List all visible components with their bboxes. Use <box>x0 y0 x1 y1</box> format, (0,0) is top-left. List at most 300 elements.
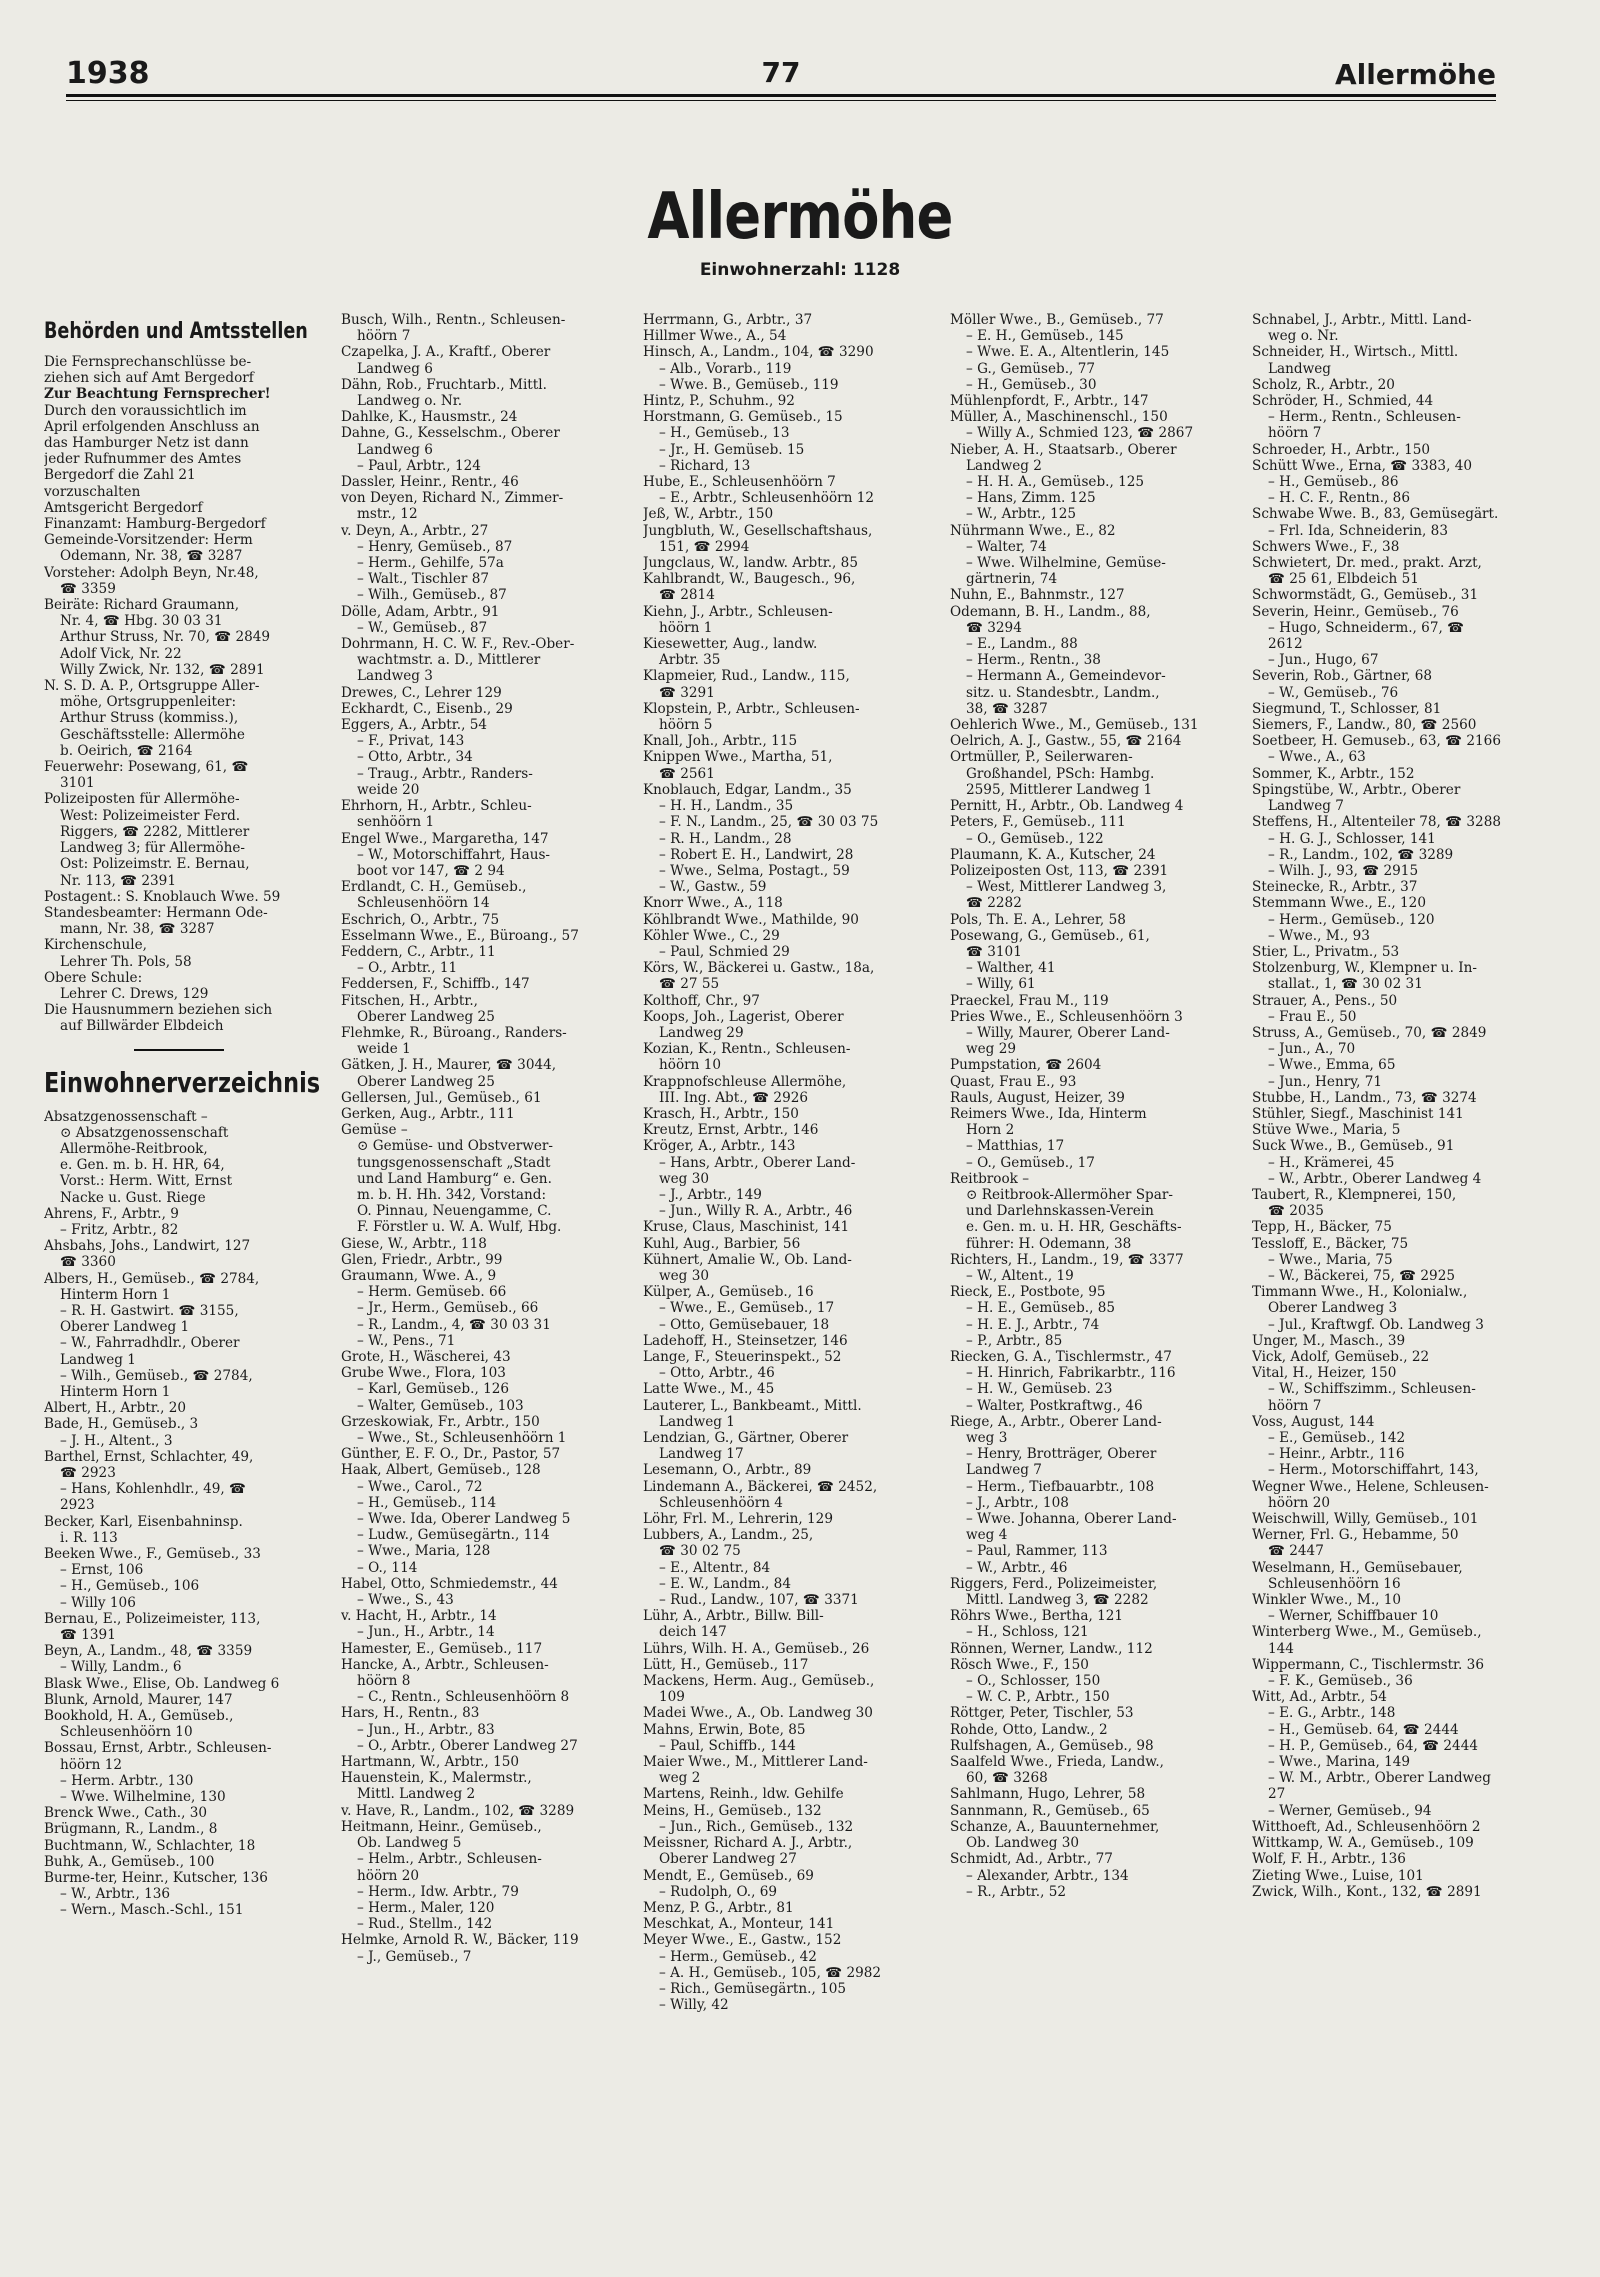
directory-entry: Wippermann, C., Tischlermstr. 36 <box>1252 1656 1484 1673</box>
entry-continuation: – Wwe., S., 43 <box>357 1592 454 1609</box>
entry-continuation: III. Ing. Abt., ☎ 2926 <box>659 1089 809 1106</box>
directory-entry: Rieck, E., Postbote, 95 <box>950 1284 1106 1301</box>
directory-entry: Polizeiposten Ost, 113, ☎ 2391 <box>950 862 1169 879</box>
entry-continuation: – Paul, Rammer, 113 <box>966 1543 1108 1560</box>
directory-entry: Löhr, Frl. M., Lehrerin, 129 <box>643 1511 833 1528</box>
entry-continuation: – W., Bäckerei, 75, ☎ 2925 <box>1268 1267 1455 1284</box>
entry-continuation: – Wwe., Selma, Postagt., 59 <box>659 862 850 879</box>
entry-continuation: – H. C. F., Rentn., 86 <box>1268 490 1410 507</box>
directory-entry: Köhlbrandt Wwe., Mathilde, 90 <box>643 911 859 928</box>
entry-continuation: und Darlehnskassen-Verein <box>966 1203 1154 1220</box>
directory-entry: Schneider, H., Wirtsch., Mittl. <box>1252 344 1459 361</box>
directory-entry: Jungbluth, W., Gesellschaftshaus, <box>643 522 873 539</box>
directory-entry: Lührs, Wilh. H. A., Gemüseb., 26 <box>643 1640 870 1657</box>
directory-entry: Witt, Ad., Arbtr., 54 <box>1252 1689 1387 1706</box>
entry-continuation: wachtmstr. a. D., Mittlerer <box>357 652 541 669</box>
entry-continuation: – Rud., Landw., 107, ☎ 3371 <box>659 1592 859 1609</box>
entry-continuation: – Ludw., Gemüsegärtn., 114 <box>357 1527 550 1544</box>
entry-continuation: – West, Mittlerer Landweg 3, <box>966 879 1167 896</box>
directory-entry: Timmann Wwe., H., Kolonialw., <box>1252 1284 1468 1301</box>
directory-entry: Kozian, K., Rentn., Schleusen- <box>643 1041 851 1058</box>
entry-continuation: ☎ 30 02 75 <box>659 1543 741 1560</box>
entry-continuation: – P., Arbtr., 85 <box>966 1332 1063 1349</box>
directory-entry: Siegmund, T., Schlosser, 81 <box>1252 700 1442 717</box>
directory-entry: Röttger, Peter, Tischler, 53 <box>950 1705 1134 1722</box>
entry-continuation: Schleusenhöörn 14 <box>357 895 490 912</box>
entry-continuation: – Wwe., Marina, 149 <box>1268 1754 1411 1771</box>
entry-continuation: – Karl, Gemüseb., 126 <box>357 1381 510 1398</box>
entry-continuation: e. Gen. m. b. H. HR, 64, <box>60 1157 225 1174</box>
directory-entry: Gellersen, Jul., Gemüseb., 61 <box>341 1089 542 1106</box>
entry-continuation: – O., Gemüseb., 122 <box>966 830 1104 847</box>
entry-continuation: ☎ 2282 <box>966 895 1022 912</box>
directory-entry: Meins, H., Gemüseb., 132 <box>643 1802 822 1819</box>
entry-continuation: – H., Schloss, 121 <box>966 1624 1089 1641</box>
entry-continuation: – Jun., A., 70 <box>1268 1041 1356 1058</box>
entry-continuation: ☎ 2035 <box>1268 1203 1324 1220</box>
directory-entry: Körs, W., Bäckerei u. Gastw., 18a, <box>643 960 875 977</box>
directory-entry: Plaumann, K. A., Kutscher, 24 <box>950 846 1156 863</box>
section-heading: Behörden und Amtsstellen <box>44 319 308 344</box>
directory-entry: Die Fernsprechanschlüsse be- <box>44 354 252 370</box>
entry-continuation: weg 30 <box>659 1170 710 1187</box>
entry-continuation: – Hans, Zimm. 125 <box>966 490 1096 507</box>
directory-entry: Fitschen, H., Arbtr., <box>341 992 478 1009</box>
entry-continuation: ☎ 25 61, Elbdeich 51 <box>1268 571 1419 588</box>
directory-entry: Zwick, Wilh., Kont., 132, ☎ 2891 <box>1252 1883 1482 1900</box>
entry-continuation: O. Pinnau, Neuengamme, C. <box>357 1203 552 1220</box>
entry-continuation: – Frau E., 50 <box>1268 1008 1357 1025</box>
entry-continuation: F. Förstler u. W. A. Wulf, Hbg. <box>357 1219 562 1236</box>
directory-entry: Buhk, A., Gemüseb., 100 <box>44 1853 215 1870</box>
entry-continuation: Landweg 6 <box>357 441 433 458</box>
directory-entry: Jungclaus, W., landw. Arbtr., 85 <box>643 555 858 572</box>
entry-continuation: 2612 <box>1268 636 1303 653</box>
directory-entry: Menz, P. G., Arbtr., 81 <box>643 1899 794 1916</box>
entry-continuation: – Werner, Gemüseb., 94 <box>1268 1802 1432 1819</box>
directory-entry: Peters, F., Gemüseb., 111 <box>950 814 1126 831</box>
entry-continuation: – H. W., Gemüseb. 23 <box>966 1381 1113 1398</box>
entry-continuation: – R. H. Gastwirt. ☎ 3155, <box>60 1302 239 1319</box>
directory-entry: Meschkat, A., Monteur, 141 <box>643 1916 835 1933</box>
directory-entry: Horstmann, G. Gemüseb., 15 <box>643 409 843 426</box>
directory-entry: Hartmann, W., Arbtr., 150 <box>341 1754 520 1771</box>
entry-continuation: Vorst.: Herm. Witt, Ernst <box>60 1173 233 1190</box>
entry-continuation: – Wwe. Wilhelmine, Gemüse- <box>966 555 1166 572</box>
directory-entry: Kahlbrandt, W., Baugesch., 96, <box>643 571 856 588</box>
entry-continuation: – Wwe., M., 93 <box>1268 927 1370 944</box>
directory-entry: Möller Wwe., B., Gemüseb., 77 <box>950 312 1164 328</box>
entry-continuation: Oberer Landweg 3 <box>1268 1300 1398 1317</box>
entry-continuation: – Wwe., Maria, 75 <box>1268 1251 1393 1268</box>
entry-continuation: 144 <box>1268 1640 1294 1657</box>
entry-continuation: Lehrer C. Drews, 129 <box>60 985 209 1002</box>
directory-entry: Odemann, B. H., Landm., 88, <box>950 603 1151 620</box>
entry-continuation: – E. H., Gemüseb., 145 <box>966 328 1124 345</box>
entry-continuation: höörn 8 <box>357 1673 411 1690</box>
entry-continuation: – J., Arbtr., 108 <box>966 1494 1069 1511</box>
entry-continuation: – W., Arbtr., 125 <box>966 506 1077 523</box>
entry-continuation: mstr., 12 <box>357 506 418 523</box>
section-heading: Einwohnerverzeichnis <box>44 1065 321 1099</box>
directory-entry: Hintz, P., Schuhm., 92 <box>643 393 795 410</box>
directory-entry: Severin, Rob., Gärtner, 68 <box>1252 668 1433 685</box>
directory-entry: Brügmann, R., Landm., 8 <box>44 1821 218 1838</box>
directory-entry: Hamester, E., Gemüseb., 117 <box>341 1640 543 1657</box>
directory-entry: Kröger, A., Arbtr., 143 <box>643 1138 796 1155</box>
directory-entry: Praeckel, Frau M., 119 <box>950 992 1109 1009</box>
entry-continuation: Nacke u. Gust. Riege <box>60 1189 206 1206</box>
directory-entry: Zur Beachtung Fernsprecher! <box>44 386 271 403</box>
directory-entry: Hauenstein, K., Malermstr., <box>341 1770 532 1787</box>
directory-entry: Köhler Wwe., C., 29 <box>643 927 780 944</box>
entry-continuation: – Herm., Gemüseb., 42 <box>659 1948 817 1965</box>
directory-entry: Knoblauch, Edgar, Landm., 35 <box>643 781 852 798</box>
entry-continuation: – F. K., Gemüseb., 36 <box>1268 1673 1413 1690</box>
directory-entry: Hinsch, A., Landm., 104, ☎ 3290 <box>643 344 874 361</box>
directory-entry: Kruse, Claus, Maschinist, 141 <box>643 1219 850 1236</box>
entry-continuation: – Jun., H., Arbtr., 83 <box>357 1721 495 1738</box>
directory-entry: Bade, H., Gemüseb., 3 <box>44 1416 199 1433</box>
entry-continuation: West: Polizeimeister Ferd. <box>60 807 241 824</box>
entry-continuation: – J. H., Altent., 3 <box>60 1432 173 1449</box>
entry-continuation: – E., Altentr., 84 <box>659 1559 771 1576</box>
directory-entry: Meissner, Richard A. J., Arbtr., <box>643 1835 853 1852</box>
directory-entry: Feddersen, F., Schiffb., 147 <box>341 976 530 993</box>
entry-continuation: – Jun., Willy R. A., Arbtr., 46 <box>659 1203 853 1220</box>
entry-continuation: Landweg <box>1268 360 1331 377</box>
entry-continuation: boot vor 147, ☎ 2 94 <box>357 862 505 879</box>
directory-entry: Lütt, H., Gemüseb., 117 <box>643 1656 809 1673</box>
directory-entry: Wegner Wwe., Helene, Schleusen- <box>1252 1478 1489 1495</box>
directory-entry: Knorr Wwe., A., 118 <box>643 895 783 912</box>
entry-continuation: – Walter, Postkraftwg., 46 <box>966 1397 1143 1414</box>
entry-continuation: – Herm. Gemüseb. 66 <box>357 1284 507 1301</box>
entry-continuation: weg 4 <box>966 1527 1008 1544</box>
entry-continuation: – Jun., H., Arbtr., 14 <box>357 1624 495 1641</box>
entry-continuation: – O., Gemüseb., 17 <box>966 1154 1095 1171</box>
directory-entry: Esselmann Wwe., E., Büroang., 57 <box>341 927 579 944</box>
entry-continuation: – H. E., Gemüseb., 85 <box>966 1300 1116 1317</box>
entry-continuation: – Wwe., A., 63 <box>1268 749 1366 766</box>
entry-continuation: höörn 20 <box>357 1867 419 1884</box>
directory-entry: Ahrens, F., Arbtr., 9 <box>44 1205 179 1222</box>
entry-continuation: 38, ☎ 3287 <box>966 700 1048 717</box>
entry-continuation: – W. M., Arbtr., Oberer Landweg <box>1268 1770 1491 1787</box>
page-title: Allermöhe <box>647 180 953 254</box>
directory-entry: Oelrich, A. J., Gastw., 55, ☎ 2164 <box>950 733 1182 750</box>
entry-continuation: gärtnerin, 74 <box>966 571 1058 588</box>
entry-continuation: – E. G., Arbtr., 148 <box>1268 1705 1396 1722</box>
directory-entry: Rohde, Otto, Landw., 2 <box>950 1721 1108 1738</box>
directory-entry: Standesbeamter: Hermann Ode- <box>44 904 268 921</box>
entry-continuation: 109 <box>659 1689 685 1706</box>
entry-continuation: Schleusenhöörn 4 <box>659 1494 783 1511</box>
directory-entry: Winterberg Wwe., M., Gemüseb., <box>1252 1624 1482 1641</box>
directory-entry: Vick, Adolf, Gemüseb., 22 <box>1252 1349 1430 1365</box>
entry-continuation: – Wwe., Maria, 128 <box>357 1543 491 1560</box>
directory-entry: Albers, H., Gemüseb., ☎ 2784, <box>44 1270 260 1287</box>
entry-continuation: – Alexander, Arbtr., 134 <box>966 1867 1129 1884</box>
directory-entry: Burme-ter, Heinr., Kutscher, 136 <box>44 1870 268 1887</box>
directory-entry: Ehrhorn, H., Arbtr., Schleu- <box>341 798 532 815</box>
directory-entry: Unger, M., Masch., 39 <box>1252 1332 1406 1349</box>
directory-entry: Schroeder, H., Arbtr., 150 <box>1252 441 1431 458</box>
entry-continuation: m. b. H. Hh. 342, Vorstand: <box>357 1186 547 1203</box>
entry-continuation: – Otto, Arbtr., 46 <box>659 1365 775 1382</box>
directory-entry: Mendt, E., Gemüseb., 69 <box>643 1867 814 1884</box>
entry-continuation: – Wilh., Gemüseb., ☎ 2784, <box>60 1367 253 1384</box>
entry-continuation: Nr. 4, ☎ Hbg. 30 03 31 <box>60 613 223 630</box>
directory-entry: Lindemann A., Bäckerei, ☎ 2452, <box>643 1478 878 1495</box>
entry-continuation: 3101 <box>60 775 95 792</box>
directory-entry: Mackens, Herm. Aug., Gemüseb., <box>643 1673 875 1690</box>
directory-entry: Severin, Heinr., Gemüseb., 76 <box>1252 603 1459 620</box>
entry-continuation: Arbtr. 35 <box>659 652 721 669</box>
entry-continuation: Riggers, ☎ 2282, Mittlerer <box>60 823 250 840</box>
directory-entry: Ortmüller, P., Seilerwaren- <box>950 749 1133 766</box>
directory-entry: Suck Wwe., B., Gemüseb., 91 <box>1252 1138 1455 1155</box>
directory-entry: Absatzgenossenschaft – <box>44 1108 208 1125</box>
directory-entry: v. Have, R., Landm., 102, ☎ 3289 <box>341 1802 575 1819</box>
entry-continuation: – R., Landm., 102, ☎ 3289 <box>1268 846 1454 863</box>
directory-entry: Krasch, H., Arbtr., 150 <box>643 1105 799 1122</box>
entry-continuation: Mittl. Landweg 3, ☎ 2282 <box>966 1592 1149 1609</box>
directory-entry: Madei Wwe., A., Ob. Landweg 30 <box>643 1705 873 1722</box>
directory-entry: das Hamburger Netz ist dann <box>44 435 249 452</box>
entry-continuation: Mittl. Landweg 2 <box>357 1786 476 1803</box>
entry-continuation: – W., Arbtr., 136 <box>60 1886 171 1903</box>
population-count: Einwohnerzahl: 1128 <box>699 260 901 280</box>
entry-continuation: ☎ 2814 <box>659 587 715 604</box>
entry-continuation: Odemann, Nr. 38, ☎ 3287 <box>60 548 243 565</box>
entry-continuation: – Herm., Motorschiffahrt, 143, <box>1268 1462 1479 1479</box>
entry-continuation: ☎ 27 55 <box>659 976 720 993</box>
directory-entry: Czapelka, J. A., Kraftf., Oberer <box>341 344 551 361</box>
directory-entry: Jeß, W., Arbtr., 150 <box>643 506 774 523</box>
entry-continuation: – H., Gemüseb., 106 <box>60 1578 200 1595</box>
directory-entry: Maier Wwe., M., Mittlerer Land- <box>643 1754 868 1771</box>
entry-continuation: Landweg 3 <box>357 668 433 685</box>
entry-continuation: – H., Krämerei, 45 <box>1268 1154 1395 1171</box>
entry-continuation: Adolf Vick, Nr. 22 <box>60 645 182 662</box>
entry-continuation: höörn 5 <box>659 717 713 734</box>
directory-entry: Eschrich, O., Arbtr., 75 <box>341 911 500 928</box>
entry-continuation: – Walter, 74 <box>966 538 1047 555</box>
entry-continuation: – W., Arbtr., 46 <box>966 1559 1068 1576</box>
header-place: Allermöhe <box>1335 58 1496 91</box>
entry-continuation: weg o. Nr. <box>1268 328 1339 345</box>
directory-entry: Dölle, Adam, Arbtr., 91 <box>341 603 500 620</box>
entry-continuation: – Herm., Maler, 120 <box>357 1899 495 1916</box>
directory-entry: Lauterer, L., Bankbeamt., Mittl. <box>643 1397 862 1414</box>
directory-entry: Werner, Frl. G., Hebamme, 50 <box>1252 1527 1459 1544</box>
entry-continuation: 151, ☎ 2994 <box>659 538 750 555</box>
directory-entry: Kiehn, J., Arbtr., Schleusen- <box>643 603 833 620</box>
directory-entry: Lange, F., Steuerinspekt., 52 <box>643 1349 842 1365</box>
directory-entry: Polizeiposten für Allermöhe- <box>44 791 240 808</box>
directory-entry: Eggers, A., Arbtr., 54 <box>341 717 488 734</box>
directory-entry: Wolf, F. H., Arbtr., 136 <box>1252 1851 1406 1868</box>
entry-continuation: Oberer Landweg 25 <box>357 1073 495 1090</box>
directory-entry: Grzeskowiak, Fr., Arbtr., 150 <box>341 1413 540 1430</box>
entry-continuation: – Wwe., Emma, 65 <box>1268 1057 1396 1074</box>
directory-entry: Schütt Wwe., Erna, ☎ 3383, 40 <box>1252 457 1473 474</box>
directory-entry: von Deyen, Richard N., Zimmer- <box>341 490 564 507</box>
header-page-number: 77 <box>761 56 801 89</box>
entry-continuation: ⊙ Gemüse- und Obstverwer- <box>357 1138 554 1155</box>
entry-continuation: höörn 7 <box>357 328 411 345</box>
entry-continuation: – Jul., Kraftwgf. Ob. Landweg 3 <box>1268 1316 1484 1333</box>
entry-continuation: Landweg 3; für Allermöhe- <box>60 840 245 857</box>
entry-continuation: Geschäftsstelle: Allermöhe <box>60 726 245 743</box>
directory-entry: Drewes, C., Lehrer 129 <box>341 684 502 701</box>
entry-continuation: Landweg 6 <box>357 360 433 377</box>
entry-continuation: Ost: Polizeimstr. E. Bernau, <box>60 856 250 873</box>
directory-entry: Rösch Wwe., F., 150 <box>950 1656 1089 1673</box>
entry-continuation: – Jr., H. Gemüseb. 15 <box>659 441 805 458</box>
entry-continuation: ⊙ Absatzgenossenschaft <box>60 1124 229 1141</box>
entry-continuation: – W., Pens., 71 <box>357 1332 456 1349</box>
directory-entry: Rauls, August, Heizer, 39 <box>950 1089 1125 1106</box>
entry-continuation: – Herm. Arbtr., 130 <box>60 1772 194 1789</box>
directory-entry: Martens, Reinh., ldw. Gehilfe <box>643 1786 844 1803</box>
column-2 <box>341 312 623 2260</box>
directory-entry: Vorsteher: Adolph Beyn, Nr.48, <box>44 564 259 581</box>
entry-continuation: ☎ 3294 <box>966 619 1022 636</box>
entry-continuation: – Jr., Herm., Gemüseb., 66 <box>357 1300 539 1317</box>
entry-continuation: – Henry, Gemüseb., 87 <box>357 538 513 555</box>
entry-continuation: – Herm., Gemüseb., 120 <box>1268 911 1435 928</box>
entry-continuation: tungsgenossenschaft „Stadt <box>357 1154 551 1171</box>
entry-continuation: – O., 114 <box>357 1559 418 1576</box>
entry-continuation: Landweg 17 <box>659 1446 744 1463</box>
entry-continuation: Oberer Landweg 27 <box>659 1851 797 1868</box>
entry-continuation: – Jun., Hugo, 67 <box>1268 652 1379 669</box>
entry-continuation: – Richard, 13 <box>659 457 751 474</box>
column-1 <box>44 312 326 2260</box>
entry-continuation: – Walter, Gemüseb., 103 <box>357 1397 524 1414</box>
header-rule-thick <box>66 94 1496 97</box>
directory-entry: Erdlandt, C. H., Gemüseb., <box>341 879 527 896</box>
directory-entry: Winkler Wwe., M., 10 <box>1252 1592 1402 1609</box>
entry-continuation: – W., Schiffszimm., Schleusen- <box>1268 1381 1476 1398</box>
directory-entry: Beiräte: Richard Graumann, <box>44 597 240 614</box>
entry-continuation: – H. H., Landm., 35 <box>659 798 794 815</box>
directory-entry: Haak, Albert, Gemüseb., 128 <box>341 1462 541 1479</box>
directory-entry: Riggers, Ferd., Polizeimeister, <box>950 1575 1158 1592</box>
entry-continuation: – W., Gastw., 59 <box>659 879 767 896</box>
entry-continuation: – Wern., Masch.-Schl., 151 <box>60 1902 244 1919</box>
entry-continuation: – Fritz, Arbtr., 82 <box>60 1221 179 1238</box>
entry-continuation: – W., Gemüseb., 76 <box>1268 684 1399 701</box>
directory-entry: ziehen sich auf Amt Bergedorf <box>44 370 254 387</box>
directory-entry: Vital, H., Heizer, 150 <box>1252 1365 1397 1382</box>
entry-continuation: – Traug., Arbtr., Randers- <box>357 765 533 782</box>
entry-continuation: höörn 7 <box>1268 1397 1322 1414</box>
entry-continuation: 60, ☎ 3268 <box>966 1770 1048 1787</box>
entry-continuation: – R., Landm., 4, ☎ 30 03 31 <box>357 1316 551 1333</box>
entry-continuation: Landweg 2 <box>966 457 1042 474</box>
entry-continuation: ☎ 3360 <box>60 1254 116 1271</box>
entry-continuation: – R. H., Landm., 28 <box>659 830 792 847</box>
entry-continuation: – Werner, Schiffbauer 10 <box>1268 1608 1439 1625</box>
directory-entry: Herrmann, G., Arbtr., 37 <box>643 312 813 328</box>
entry-continuation: ☎ 1391 <box>60 1627 116 1644</box>
directory-entry: Grube Wwe., Flora, 103 <box>341 1365 506 1382</box>
directory-entry: Schnabel, J., Arbtr., Mittl. Land- <box>1252 312 1472 328</box>
entry-continuation: Landweg 29 <box>659 1024 744 1041</box>
entry-continuation: und Land Hamburg“ e. Gen. <box>357 1170 552 1187</box>
directory-entry: Külper, A., Gemüseb., 16 <box>643 1284 814 1301</box>
directory-entry: Taubert, R., Klempnerei, 150, <box>1252 1186 1457 1203</box>
entry-continuation: – Walther, 41 <box>966 960 1056 977</box>
entry-continuation: – Wwe. Wilhelmine, 130 <box>60 1789 226 1806</box>
entry-continuation: Allermöhe-Reitbrook, <box>60 1140 208 1157</box>
entry-continuation: – Helm., Arbtr., Schleusen- <box>357 1851 542 1868</box>
entry-continuation: ☎ 3359 <box>60 580 116 597</box>
directory-entry: Obere Schule: <box>44 969 143 986</box>
directory-entry: Reimers Wwe., Ida, Hinterm <box>950 1105 1147 1122</box>
entry-continuation: Ob. Landweg 30 <box>966 1835 1080 1852</box>
entry-continuation: b. Oeirich, ☎ 2164 <box>60 742 193 759</box>
directory-entry: Oehlerich Wwe., M., Gemüseb., 131 <box>950 717 1199 734</box>
directory-entry: Latte Wwe., M., 45 <box>643 1381 775 1398</box>
directory-entry: Dassler, Heinr., Rentr., 46 <box>341 474 519 491</box>
directory-entry: Heitmann, Heinr., Gemüseb., <box>341 1818 542 1835</box>
directory-entry: Rönnen, Werner, Landw., 112 <box>950 1640 1153 1657</box>
entry-continuation: Ob. Landweg 5 <box>357 1835 462 1852</box>
directory-entry: Müller, A., Maschinenschl., 150 <box>950 409 1168 426</box>
entry-continuation: höörn 7 <box>1268 425 1322 442</box>
directory-entry: Barthel, Ernst, Schlachter, 49, <box>44 1448 254 1465</box>
entry-continuation: – Robert E. H., Landwirt, 28 <box>659 846 854 863</box>
entry-continuation: Oberer Landweg 1 <box>60 1319 190 1336</box>
directory-entry: Mühlenpfordt, F., Arbtr., 147 <box>950 393 1149 410</box>
entry-continuation: – H., Gemüseb. 64, ☎ 2444 <box>1268 1721 1459 1738</box>
directory-entry: Reitbrook – <box>950 1170 1030 1187</box>
entry-continuation: – H. E. J., Arbtr., 74 <box>966 1316 1100 1333</box>
entry-continuation: Schleusenhöörn 10 <box>60 1724 193 1741</box>
entry-continuation: senhöörn 1 <box>357 814 435 831</box>
entry-continuation: Schleusenhöörn 16 <box>1268 1575 1401 1592</box>
entry-continuation: – Herm., Rentn., 38 <box>966 652 1101 669</box>
directory-entry: Koops, Joh., Lagerist, Oberer <box>643 1008 844 1025</box>
directory-entry: Schröder, H., Schmied, 44 <box>1252 393 1434 410</box>
directory-entry: Voss, August, 144 <box>1252 1413 1375 1430</box>
entry-continuation: ☎ 2923 <box>60 1465 116 1481</box>
directory-entry: Finanzamt: Hamburg-Bergedorf <box>44 516 266 533</box>
entry-continuation: – O., Arbtr., 11 <box>357 960 458 977</box>
directory-entry: Lühr, A., Arbtr., Billw. Bill- <box>643 1608 824 1625</box>
directory-entry: Flehmke, R., Büroang., Randers- <box>341 1024 567 1041</box>
directory-entry: Giese, W., Arbtr., 118 <box>341 1235 487 1252</box>
entry-continuation: e. Gen. m. u. H. HR, Geschäfts- <box>966 1219 1182 1236</box>
directory-entry: Pries Wwe., E., Schleusenhöörn 3 <box>950 1008 1183 1025</box>
directory-entry: Tessloff, E., Bäcker, 75 <box>1252 1235 1409 1252</box>
entry-continuation: – Willy, Landm., 6 <box>60 1659 182 1676</box>
directory-entry: Gemüse – <box>341 1122 408 1139</box>
entry-continuation: ☎ 2447 <box>1268 1543 1324 1560</box>
entry-continuation: Landweg 1 <box>60 1351 136 1368</box>
directory-entry: Struss, A., Gemüseb., 70, ☎ 2849 <box>1252 1024 1487 1041</box>
directory-entry: Klopstein, P., Arbtr., Schleusen- <box>643 700 860 717</box>
entry-continuation: mann, Nr. 38, ☎ 3287 <box>60 921 215 938</box>
entry-continuation: – H., Gemüseb., 13 <box>659 425 790 442</box>
entry-continuation: – Heinr., Arbtr., 116 <box>1268 1446 1405 1463</box>
entry-continuation: führer: H. Odemann, 38 <box>966 1235 1132 1252</box>
directory-entry: Strauer, A., Pens., 50 <box>1252 992 1398 1009</box>
